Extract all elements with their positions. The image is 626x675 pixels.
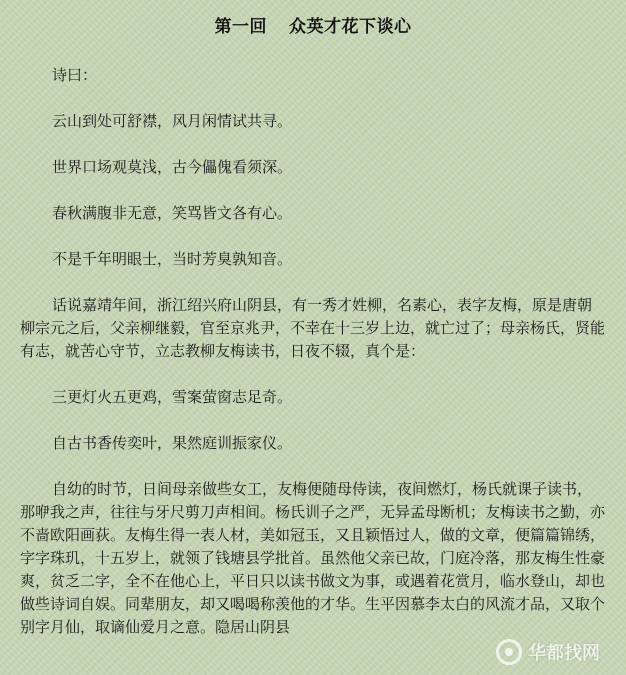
site-watermark — [496, 639, 600, 665]
paragraph: 春秋满腹非无意，笑骂皆文各有心。 — [52, 204, 293, 222]
paragraph: 诗曰： — [52, 66, 98, 84]
paragraph: 不是千年明眼士，当时芳臭孰知音。 — [52, 250, 293, 268]
chapter-number: 第一回 — [214, 17, 267, 37]
paragraph: 三更灯火五更鸡，雪案萤窗志足奇。 — [52, 388, 293, 406]
paragraph: 自幼的时节，日间母亲做些女工，友梅便随母侍读，夜间燃灯，杨氏就课子读书，那咿我之声，往往与牙尺剪刀声相间。杨氏训子之严，无异孟母断机；友梅读书之勤，亦不啬欧阳画荻。友梅生得一表人材，美如冠玉，又且颖悟过人，做的文章，便篇篇锦绣，字字珠玑，十五岁上，就领了钱塘县学批首。虽然他父亲已故，门庭冷落，那友梅生性豪爽，贫乏二字，全不在他心上，平日只以读书做文为事，或遇着花赏月，临水登山，却也做些诗词自娱。同辈朋友，却又喝喝称羡他的才华。生平因慕李太白的风流才品，又取个别字月仙，取谪仙爱月之意。隐居山阴县 — [20, 480, 606, 636]
paragraph: 云山到处可舒襟，风月闲情试共寻。 — [52, 112, 293, 130]
chapter-title — [0, 12, 626, 37]
paragraph: 世界口场观莫浅，古今儡傀看须深。 — [52, 158, 293, 176]
watermark-logo-icon — [496, 639, 522, 665]
paragraph: 自古书香传奕叶，果然庭训振家仪。 — [52, 434, 293, 452]
chapter-name: 众英才花下谈心 — [289, 17, 412, 37]
watermark-text: 华都找网 — [528, 643, 600, 664]
chapter-body — [20, 64, 606, 662]
paragraph: 话说嘉靖年间，浙江绍兴府山阴县，有一秀才姓柳，名素心，表字友梅，原是唐朝柳宗元之后，父亲柳继毅，官至京兆尹，不幸在十三岁上边，就亡过了；母亲杨氏，贤能有志，就苦心守节，立志教柳友梅读书，日夜不辍，真个是： — [20, 296, 606, 360]
